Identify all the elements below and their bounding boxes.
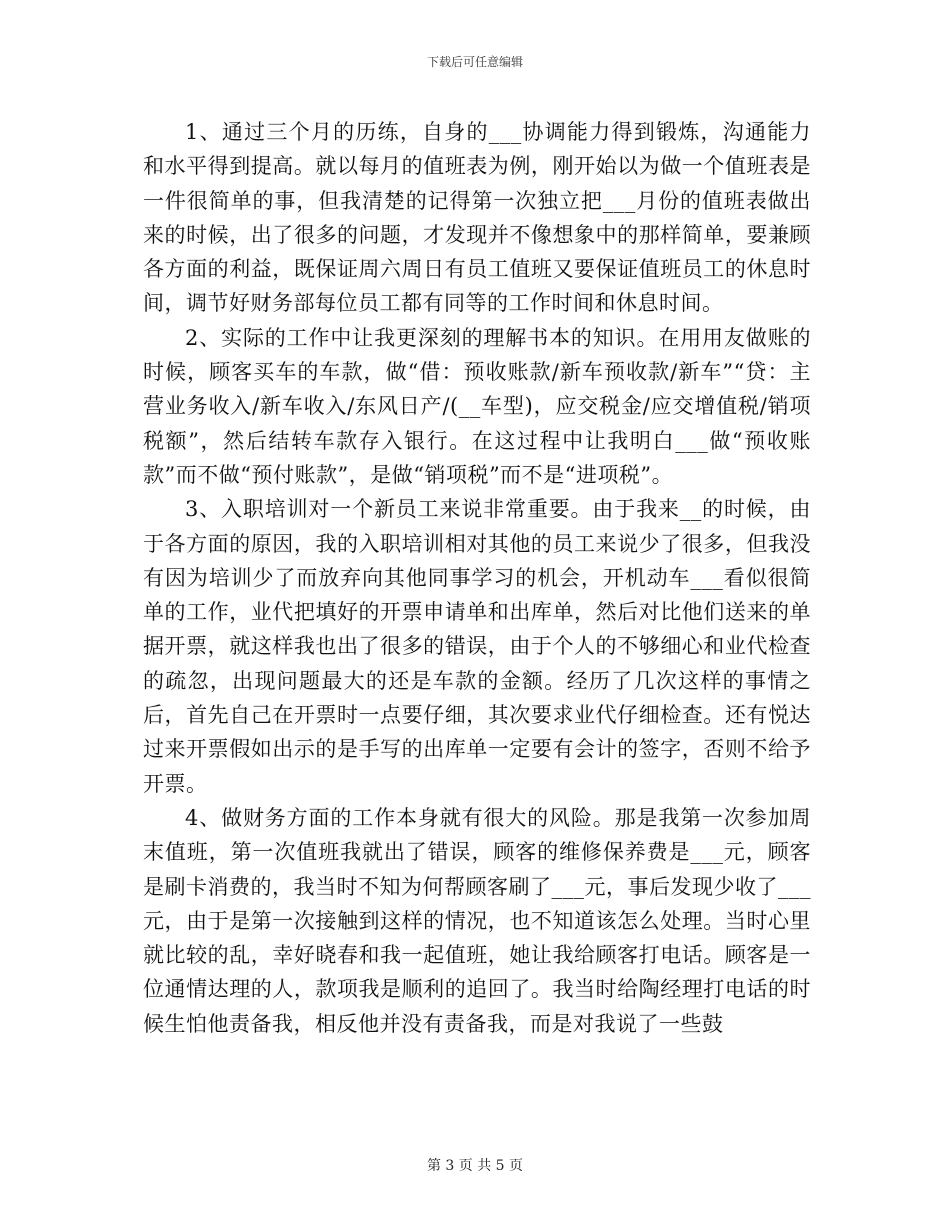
page-footer: 第 3 页 共 5 页	[426, 1158, 524, 1174]
paragraph-3: 3、入职培训对一个新员工来说非常重要。由于我来__的时候，由于各方面的原因，我的入职培训相对其他的员工来说少了很多，但我没有因为培训少了而放弃向其他同事学习的机会，开机动车___看似很简单的工作，业代把填好的开票申请单和出库单，然后对比他们送来的单据开票，就这样我也出了很多的错误，由于个人的不够细心和业代检查的疏忽，出现问题最大的还是车款的金额。经历了几次这样的事情之后，首先自己在开票时一点要仔细，其次要求业代仔细检查。还有悦达过来开票假如出示的是手写的出库单一定要有会计的签字，否则不给予开票。	[143, 497, 811, 796]
paragraph-1: 1、通过三个月的历练，自身的___协调能力得到锻炼，沟通能力和水平得到提高。就以每月的值班表为例，刚开始以为做一个值班表是一件很简单的事，但我清楚的记得第一次独立把___月份的值班表做出来的时候，出了很多的问题，才发现并不像想象中的那样简单，要兼顾各方面的利益，既保证周六周日有员工值班又要保证值班员工的休息时间，调节好财务部每位员工都有同等的工作时间和休息时间。	[143, 120, 811, 316]
paragraph-4: 4、做财务方面的工作本身就有很大的风险。那是我第一次参加周末值班，第一次值班我就出了错误，顾客的维修保养费是___元，顾客是刷卡消费的，我当时不知为何帮顾客刷了___元，事后发现少收了___元，由于是第一次接触到这样的情况，也不知道该怎么处理。当时心里就比较的乱，幸好晓春和我一起值班，她让我给顾客打电话。顾客是一位通情达理的人，款项我是顺利的追回了。我当时给陶经理打电话的时候生怕他责备我，相反他并没有责备我，而是对我说了一些鼓	[143, 805, 811, 1036]
paragraph-2: 2、实际的工作中让我更深刻的理解书本的知识。在用用友做账的时候，顾客买车的车款，做“借：预收账款/新车预收款/新车”“贷：主营业务收入/新车收入/东风日产/(__车型)，应交税金/应交增值税/销项税额”，然后结转车款存入银行。在这过程中让我明白___做“预收账款”而不做“预付账款”，是做“销项税”而不是“进项税”。	[143, 325, 811, 487]
page-header: 下载后可任意编辑	[426, 55, 523, 69]
document-body	[143, 115, 811, 1041]
